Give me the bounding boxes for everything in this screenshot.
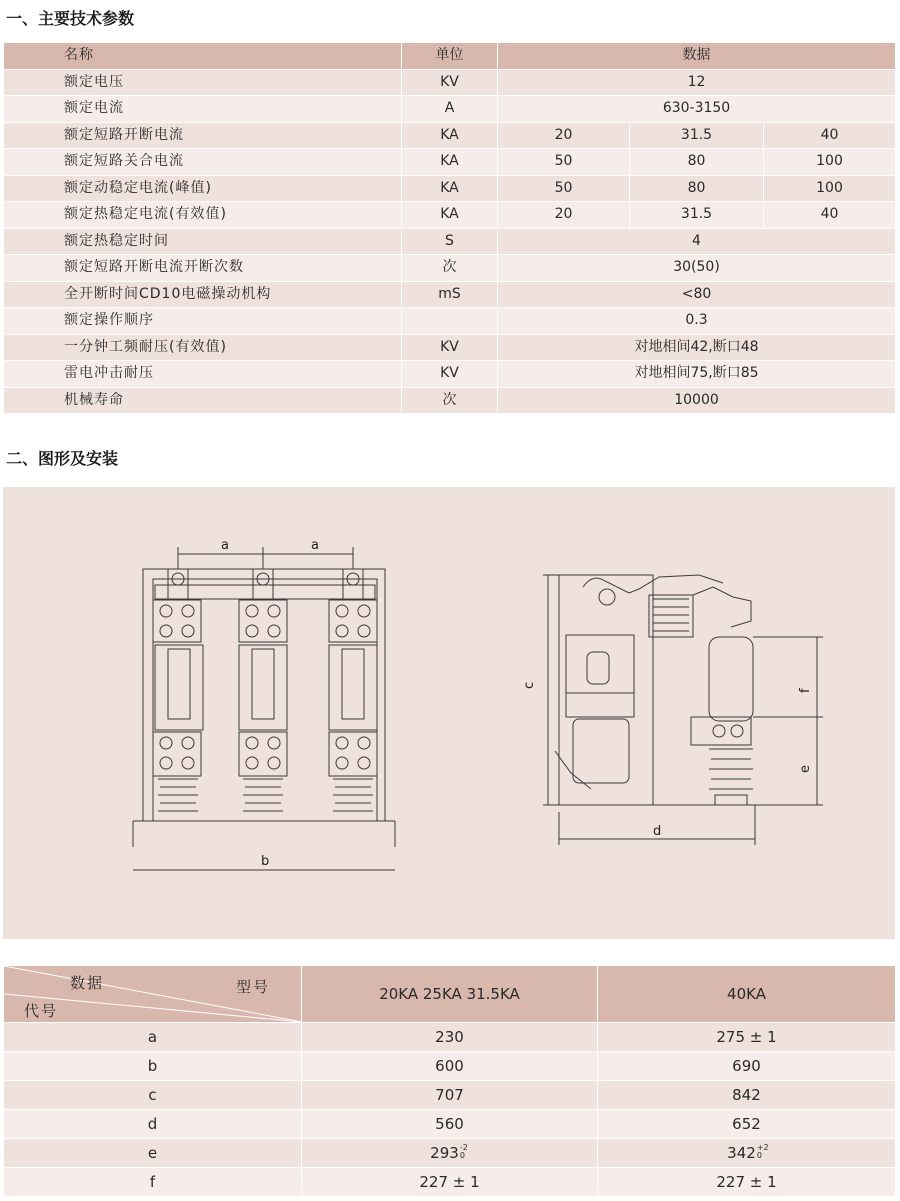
spec-unit	[402, 308, 498, 335]
spec-name: 额定短路开断电流开断次数	[4, 255, 402, 282]
dims-value-1: 600	[302, 1052, 598, 1081]
spec-name: 额定短路关合电流	[4, 149, 402, 176]
spec-table-header	[4, 43, 896, 70]
header-model-label: 型号	[236, 978, 271, 996]
spec-name: 额定动稳定电流(峰值)	[4, 175, 402, 202]
header-col-20ka: 20KA 25KA 31.5KA	[302, 966, 598, 1023]
dims-value-2: 842	[598, 1081, 896, 1110]
spec-value: 80	[630, 175, 764, 202]
spec-value: 50	[498, 149, 630, 176]
spec-unit: KA	[402, 122, 498, 149]
spec-value: 630-3150	[498, 96, 896, 123]
dims-value-2: 227 ± 1	[598, 1168, 896, 1197]
pole-3	[329, 569, 377, 811]
value-main: 342	[727, 1144, 756, 1162]
dim-label-f: f	[798, 688, 813, 693]
dim-label-a1: a	[221, 538, 229, 553]
dim-label-c: c	[522, 681, 537, 689]
drawing-svg	[3, 487, 895, 939]
spec-value: 50	[498, 175, 630, 202]
dimensions-table	[3, 965, 896, 1197]
spec-value: 对地相间42,断口48	[498, 334, 896, 361]
spec-row	[4, 281, 896, 308]
tolerance-lower: 0	[756, 1151, 762, 1160]
header-data-label: 数据	[70, 974, 105, 992]
spec-value: 20	[498, 122, 630, 149]
tolerance-upper: -2	[459, 1143, 468, 1152]
dims-value-2	[598, 1139, 896, 1168]
header-name: 名称	[4, 43, 402, 70]
spec-row	[4, 149, 896, 176]
dims-header	[4, 966, 896, 1023]
dim-label-b: b	[261, 854, 270, 869]
tolerance	[756, 1143, 769, 1160]
dims-code: e	[4, 1139, 302, 1168]
dims-row	[4, 1081, 896, 1110]
spec-table	[3, 42, 896, 414]
spec-value: 10000	[498, 387, 896, 414]
spec-unit: S	[402, 228, 498, 255]
spec-unit: A	[402, 96, 498, 123]
spec-name: 额定热稳定电流(有效值)	[4, 202, 402, 229]
side-view	[543, 575, 823, 845]
spec-name: 全开断时间CD10电磁操动机构	[4, 281, 402, 308]
spec-value: 对地相间75,断口85	[498, 361, 896, 388]
spec-value: 0.3	[498, 308, 896, 335]
dim-label-e: e	[798, 765, 813, 773]
spec-value: 40	[764, 202, 896, 229]
spec-name: 额定电流	[4, 96, 402, 123]
spec-unit: KA	[402, 175, 498, 202]
spec-row	[4, 96, 896, 123]
spec-row	[4, 175, 896, 202]
dims-value-1: 227 ± 1	[302, 1168, 598, 1197]
pole-2	[239, 569, 287, 811]
installation-drawing	[3, 487, 895, 939]
spec-name: 额定操作顺序	[4, 308, 402, 335]
dims-value-1: 560	[302, 1110, 598, 1139]
spec-value: <80	[498, 281, 896, 308]
dims-code: d	[4, 1110, 302, 1139]
spec-row	[4, 308, 896, 335]
spec-unit: 次	[402, 387, 498, 414]
header-data: 数据	[498, 43, 896, 70]
spec-row	[4, 122, 896, 149]
dims-value-2: 275 ± 1	[598, 1023, 896, 1052]
dims-row	[4, 1052, 896, 1081]
dims-row	[4, 1110, 896, 1139]
dim-label-a2: a	[311, 538, 319, 553]
spec-row	[4, 361, 896, 388]
spec-value: 31.5	[630, 202, 764, 229]
tolerance	[459, 1144, 469, 1158]
dims-value-1: 707	[302, 1081, 598, 1110]
dims-code: b	[4, 1052, 302, 1081]
dims-row	[4, 1023, 896, 1052]
front-view	[133, 547, 395, 870]
dim-label-d: d	[653, 824, 662, 839]
header-code-label: 代号	[24, 1002, 59, 1020]
diagonal-header-cell	[4, 966, 302, 1023]
spec-name: 机械寿命	[4, 387, 402, 414]
spec-unit: KV	[402, 334, 498, 361]
dims-code: c	[4, 1081, 302, 1110]
header-unit: 单位	[402, 43, 498, 70]
spec-name: 雷电冲击耐压	[4, 361, 402, 388]
spec-row	[4, 69, 896, 96]
spec-unit: KA	[402, 149, 498, 176]
section-title-drawing: 二、图形及安装	[6, 449, 119, 468]
spec-unit: 次	[402, 255, 498, 282]
value-main: 293	[430, 1144, 459, 1162]
spec-name: 额定热稳定时间	[4, 228, 402, 255]
spec-name: 额定短路开断电流	[4, 122, 402, 149]
dims-value-2: 690	[598, 1052, 896, 1081]
spec-value: 20	[498, 202, 630, 229]
spec-unit: KV	[402, 361, 498, 388]
spec-value: 12	[498, 69, 896, 96]
spec-row	[4, 255, 896, 282]
spec-value: 40	[764, 122, 896, 149]
header-col-40ka: 40KA	[598, 966, 896, 1023]
spec-row	[4, 202, 896, 229]
spec-row	[4, 228, 896, 255]
spec-row	[4, 334, 896, 361]
dims-row	[4, 1139, 896, 1168]
spec-value: 100	[764, 149, 896, 176]
spec-name: 额定电压	[4, 69, 402, 96]
tolerance-upper: +2	[756, 1143, 769, 1152]
spec-value: 4	[498, 228, 896, 255]
tolerance-lower: 0	[459, 1151, 465, 1160]
spec-unit: KA	[402, 202, 498, 229]
dims-row	[4, 1168, 896, 1197]
dims-value-2: 652	[598, 1110, 896, 1139]
spec-name: 一分钟工频耐压(有效值)	[4, 334, 402, 361]
spec-row	[4, 387, 896, 414]
spec-unit: KV	[402, 69, 498, 96]
spec-value: 100	[764, 175, 896, 202]
dims-code: f	[4, 1168, 302, 1197]
spec-value: 31.5	[630, 122, 764, 149]
dims-code: a	[4, 1023, 302, 1052]
spec-unit: mS	[402, 281, 498, 308]
pole-1	[153, 569, 203, 811]
section-title-specs: 一、主要技术参数	[6, 9, 135, 28]
dims-value-1	[302, 1139, 598, 1168]
spec-value: 30(50)	[498, 255, 896, 282]
dims-value-1: 230	[302, 1023, 598, 1052]
spec-value: 80	[630, 149, 764, 176]
